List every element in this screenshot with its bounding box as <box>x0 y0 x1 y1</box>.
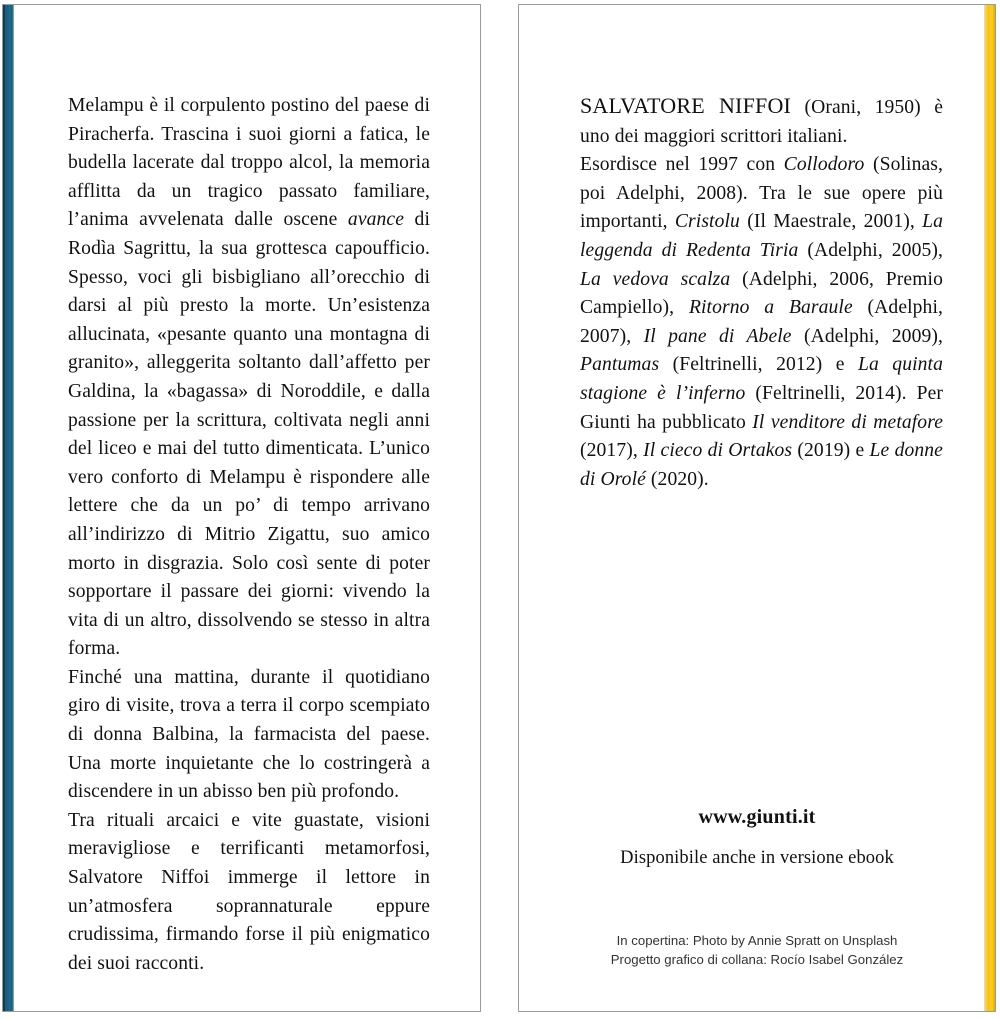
cover-photo-credit: In copertina: Photo by Annie Spratt on Unsplash <box>616 933 898 948</box>
blue-edge-stripe <box>3 5 14 1011</box>
series-design-credit: Progetto grafico di collana: Rocío Isabel González <box>610 951 904 967</box>
blurb-paragraph-1: Melampu è il corpulento postino del paese di Piracherfa. Trascina i suoi giorni a fatica, le budella lacerate dal troppo alcol, la memoria afflitta da un tragico passato familiare, l’anima avvelenata dalle oscene avance di Rodìa Sagrittu, la sua grottesca capoufficio. Spesso, voci gli bisbigliano all’orecchio di darsi al più presto la morte. Un’esistenza allucinata, «pesante quanto una montagna di granito», alleggerita soltanto dall’affetto per Galdina, la «bagassa» di Noroddile, e dalla passione per la scrittura, coltivata negli anni del liceo e mai del tutto dimenticata. L’unico vero conforto di Melampu è rispondere alle lettere che da un po’ di tempo arrivano all’indirizzo di Mitrio Zigattu, suo amico morto in disgrazia. Solo così sente di poter sopportare il passare dei giorni: vivendo la vita di un altro, dissolvendo se stesso in altra forma. <box>68 95 430 660</box>
author-works-paragraph: Esordisce nel 1997 con Collodoro (Solinas, poi Adelphi, 2008). Tra le sue opere più importanti, Cristolu (Il Maestrale, 2001), La leggenda di Redenta Tiria (Adelphi, 2005), La vedova scalza (Adelphi, 2006, Premio Campiello), Ritorno a Baraule (Adelphi, 2007), Il pane di Abele (Adelphi, 2009), Pantumas (Feltrinelli, 2012) e La quinta stagione è l’inferno (Feltrinelli, 2014). Per Giunti ha pubblicato Il venditore di metafore (2017), Il cieco di Ortakos (2019) e Le donne di Orolé (2020). <box>580 154 944 490</box>
blurb-paragraph-3: Tra rituali arcaici e vite guastate, visioni meravigliose e terrificanti metamorfosi, Salvatore Niffoi immerge il lettore in un’atmosfera soprannaturale eppure crudissima, firmando forse il più enigmatico dei suoi racconti. <box>68 809 430 974</box>
ebook-availability-note: Disponibile anche in versione ebook <box>620 848 894 868</box>
book-blurb-text <box>68 92 430 978</box>
author-bio-text <box>580 92 943 494</box>
publisher-website[interactable]: www.giunti.it <box>698 806 816 828</box>
blurb-paragraph-2: Finché una mattina, durante il quotidiano giro di visite, trova a terra il corpo scempiato di donna Balbina, la farmacista del paese. Una morte inquietante che lo costringerà a discendere in un abisso ben più profondo. <box>68 666 430 803</box>
credits-block <box>518 932 996 969</box>
author-bio-paragraph: SALVATORE NIFFOI (Orani, 1950) è uno dei maggiori scrittori italiani. <box>580 93 943 147</box>
